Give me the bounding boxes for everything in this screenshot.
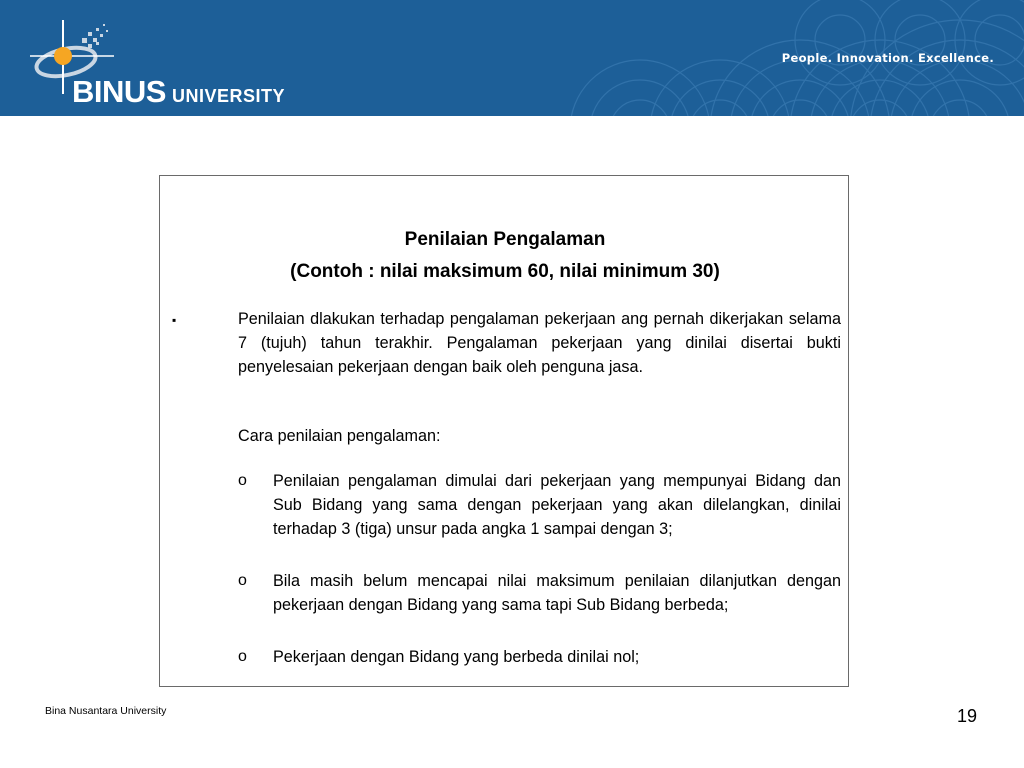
circle-bullet-icon: o (238, 472, 247, 489)
slide-title: Penilaian Pengalaman (404, 229, 606, 250)
binus-logo (30, 18, 310, 109)
logo-suffix-text: UNIVERSITY (171, 86, 285, 106)
circle-bullet-icon: o (238, 572, 247, 589)
header-tagline: People. Innovation. Excellence. (781, 51, 994, 65)
circle-bullet-icon: o (238, 648, 247, 665)
page-number: 19 (956, 706, 977, 726)
method-intro: Cara penilaian pengalaman: (238, 427, 441, 445)
main-paragraph: Penilaian dlakukan terhadap pengalaman pekerjaan ang pernah dikerjakan selama 7 (tujuh) tahun terakhir. Pengalaman pekerjaan yang dinilai disertai bukti penyelesaian pekerjaan dengan baik oleh penguna jasa. (238, 310, 841, 376)
content-box (159, 175, 849, 687)
logo-brand-text: BINUS (72, 74, 166, 109)
list-item-text: Bila masih belum mencapai nilai maksimum penilaian dilanjutkan dengan pekerjaan dengan Bidang yang sama tapi Sub Bidang berbeda; (273, 572, 841, 614)
header-banner (0, 0, 1024, 116)
binus-logo-wordmark (72, 74, 285, 110)
square-bullet-icon: ▪ (172, 313, 177, 327)
slide-subtitle: (Contoh : nilai maksimum 60, nilai minimum 30) (290, 261, 720, 282)
list-item-text: Pekerjaan dengan Bidang yang berbeda dinilai nol; (273, 648, 640, 666)
list-item-text: Penilaian pengalaman dimulai dari pekerjaan yang mempunyai Bidang dan Sub Bidang yang sama dengan pekerjaan yang akan dilelangkan, dinilai terhadap 3 (tiga) unsur pada angka 1 sampai dengan 3; (273, 472, 841, 538)
footer-organization: Bina Nusantara University (45, 705, 167, 717)
